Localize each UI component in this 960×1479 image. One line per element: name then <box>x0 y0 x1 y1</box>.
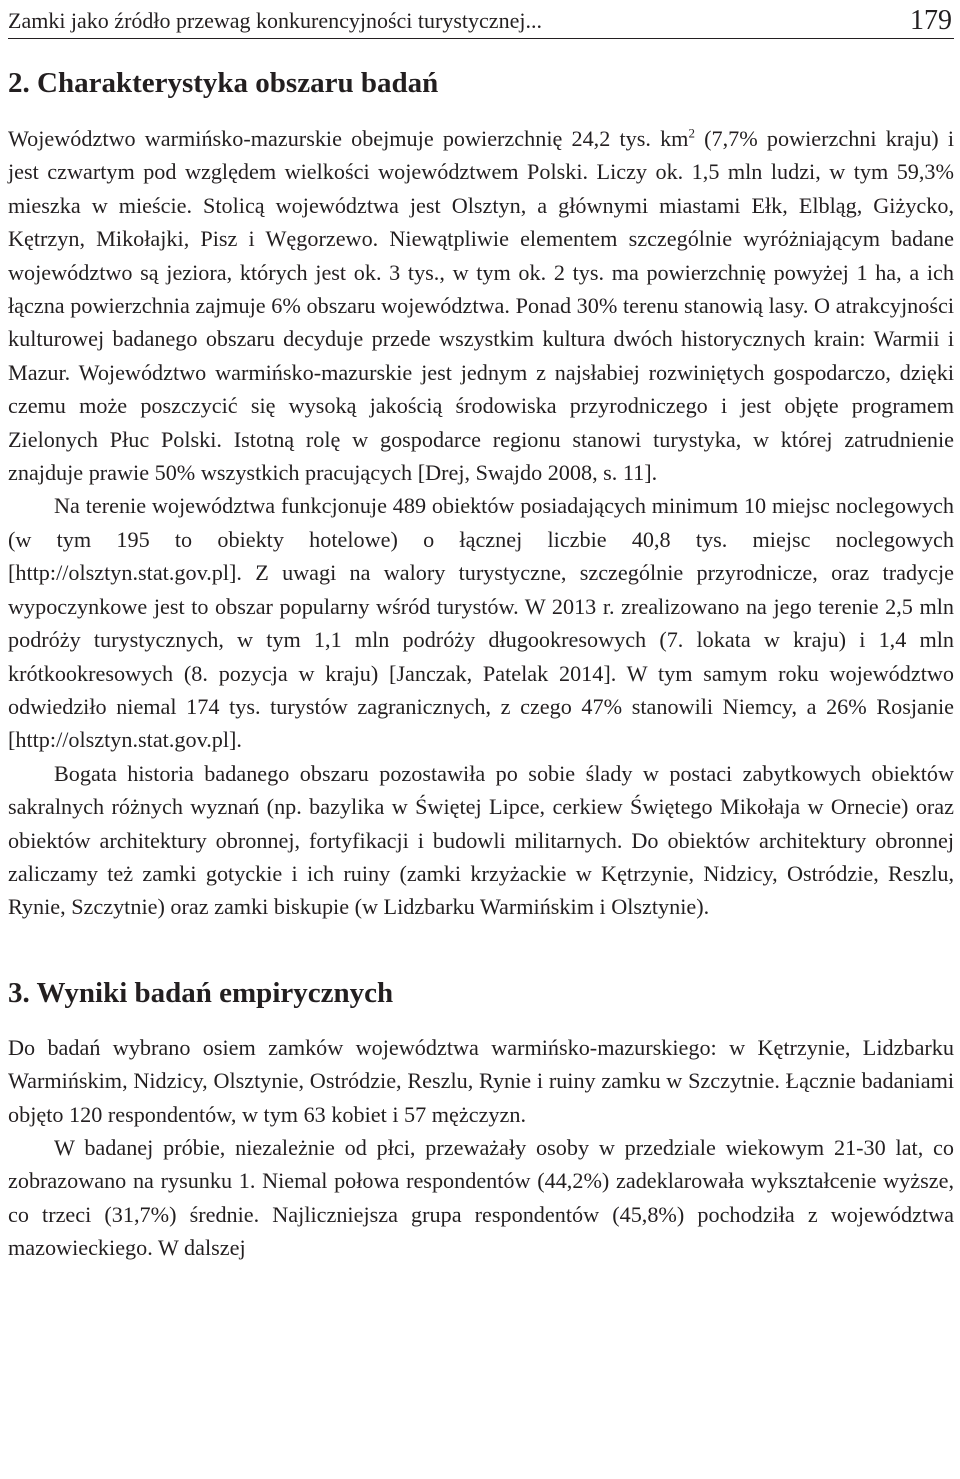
paragraph: Na terenie województwa funkcjonuje 489 obiektów posiadających minimum 10 miejsc noclegowych (w tym 195 to obiekty hotelowe) o łącznej liczbie 40,8 tys. miejsc noclegowych [http://olsztyn.stat.gov.pl]. Z uwagi na walory turystyczne, szczególnie przyrodnicze, oraz tradycje wypoczynkowe jest to obszar popularny wśród turystów. W 2013 r. zrealizowano na jego terenie 2,5 mln podróży turystycznych, w tym 1,1 mln podróży długookresowych (7. lokata w kraju) i 1,4 mln krótkookresowych (8. pozycja w kraju) [Janczak, Patelak 2014]. W tym samym roku województwo odwiedziło niemal 174 tys. turystów zagranicznych, z czego 47% stanowili Niemcy, a 26% Rosjanie [http://olsztyn.stat.gov.pl]. <box>8 493 954 753</box>
section-heading: 3. Wyniki badań empirycznych <box>8 976 394 1009</box>
paragraph: W badanej próbie, niezależnie od płci, przeważały osoby w przedziale wiekowym 21-30 lat, co zobrazowano na rysunku 1. Niemal połowa respondentów (44,2%) zadeklarowała wykształcenie wyższe, co trzeci (31,7%) średnie. Najliczniejsza grupa respondentów (45,8%) pochodziła z województwa mazowieckiego. W dalszej <box>8 1134 954 1261</box>
section-heading: 2. Charakterystyka obszaru badań <box>8 67 439 99</box>
paragraph-text: (7,7% powierzchni kraju) i jest czwartym pod względem wielkości województwem Polski. Liczy ok. 1,5 mln ludzi, w tym 59,3% mieszka w mieście. Stolicą województwa jest Olsztyn, a głównymi miastami Ełk, Elbląg, Giżycko, Kętrzyn, Mikołajki, Pisz i Węgorzewo. Niewątpliwie elementem szczególnie wyróżniającym badane województwo są jeziora, których jest ok. 3 tys., w tym ok. 2 tys. ma powierzchnię powyżej 1 ha, a ich łączna powierzchnia zajmuje 6% obszaru województwa. Ponad 30% terenu stanowią lasy. O atrakcyjności kulturowej badanego obszaru decyduje przede wszystkim kultura dwóch historycznych krain: Warmii i Mazur. Województwo warmińsko-mazurskie jest jednym z najsłabiej rozwiniętych gospodarczo, dzięki czemu może poszczycić się wysoką jakością środowiska przyrodniczego i jest objęte programem Zielonych Płuc Polski. Istotną rolę w gospodarce regionu stanowi turystyka, w której zatrudnienie znajduje prawie 50% wszystkich pracujących [Drej, Swajdo 2008, s. 11]. <box>8 126 955 486</box>
document-page <box>8 0 954 1265</box>
paragraph: Bogata historia badanego obszaru pozostawiła po sobie ślady w postaci zabytkowych obiektów sakralnych różnych wyznań (np. bazylika w Świętej Lipce, cerkiew Świętego Mikołaja w Ornecie) oraz obiektów architektury obronnej, fortyfikacji i budowli militarnych. Do obiektów architektury obronnej zaliczamy też zamki gotyckie i ich ruiny (zamki krzyżackie w Kętrzynie, Nidzicy, Ostródzie, Reszlu, Rynie, Szczytnie) oraz zamki biskupie (w Lidzbarku Warmińskim i Olsztynie). <box>8 760 954 920</box>
paragraph <box>8 122 954 489</box>
section-characteristics <box>8 63 954 924</box>
running-header <box>8 0 954 39</box>
superscript: 2 <box>688 125 695 141</box>
page-number: 179 <box>910 5 952 36</box>
running-title: Zamki jako źródło przewag konkurencyjności turystycznej... <box>8 8 542 33</box>
section-results <box>8 973 954 1265</box>
paragraph: Do badań wybrano osiem zamków województwa warmińsko-mazurskiego: w Kętrzynie, Lidzbarku Warmińskim, Nidzicy, Olsztynie, Ostródzie, Reszlu, Rynie i ruiny zamku w Szczytnie. Łącznie badaniami objęto 120 respondentów, w tym 63 kobiet i 57 mężczyzn. <box>8 1034 954 1127</box>
paragraph-text: Województwo warmińsko-mazurskie obejmuje powierzchnię 24,2 tys. km <box>8 126 689 151</box>
